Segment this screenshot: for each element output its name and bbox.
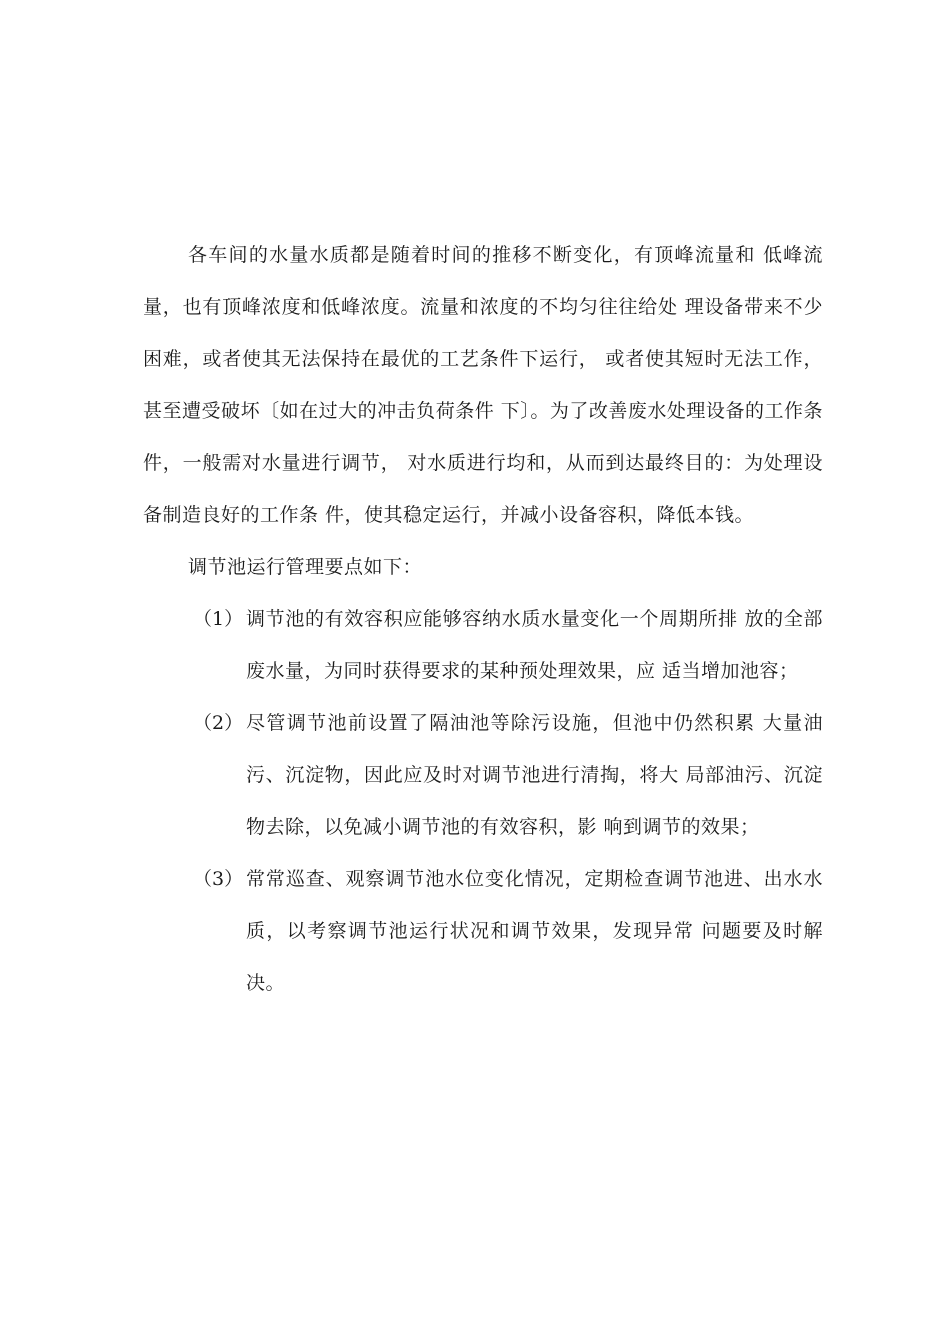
list-item-text-3: 常常巡查、观察调节池水位变化情况，定期检查调节池进、出水水质，以考察调节池运行状况和调节效果，发现异常 问题要及时解决。 <box>246 868 823 994</box>
list-marker-3: （3） <box>193 868 244 890</box>
list-item-text-1: 调节池的有效容积应能够容纳水质水量变化一个周期所排 放的全部废水量，为同时获得要求的某种预处理效果，应 适当增加池容； <box>246 608 823 682</box>
section-subheading: 调节池运行管理要点如下： <box>188 556 423 578</box>
list-item-2 <box>143 697 823 853</box>
list-item-3 <box>143 853 823 1009</box>
list-item-text-2: 尽管调节池前设置了隔油池等除污设施，但池中仍然积累 大量油污、沉淀物，因此应及时对调节池进行清掏，将大 局部油污、沉淀物去除，以免减小调节池的有效容积，影 响到调节的效果； <box>246 712 823 838</box>
list-marker-2: （2） <box>193 712 244 734</box>
list-marker-1: （1） <box>193 608 244 630</box>
list-item-1 <box>143 593 823 697</box>
document-body <box>143 229 823 1009</box>
intro-paragraph: 各车间的水量水质都是随着时间的推移不断变化，有顶峰流量和 低峰流量，也有顶峰浓度和低峰浓度。流量和浓度的不均匀往往给处 理设备带来不少困难，或者使其无法保持在最优的工艺条件下运行， 或者使其短时无法工作，甚至遭受破坏〔如在过大的冲击负荷条件 下〕。为了改善废水处理设备的工作条件，一般需对水量进行调节， 对水质进行均和，从而到达最终目的：为处理设备制造良好的工作条 件，使其稳定运行，并减小设备容积，降低本钱。 <box>143 244 823 526</box>
